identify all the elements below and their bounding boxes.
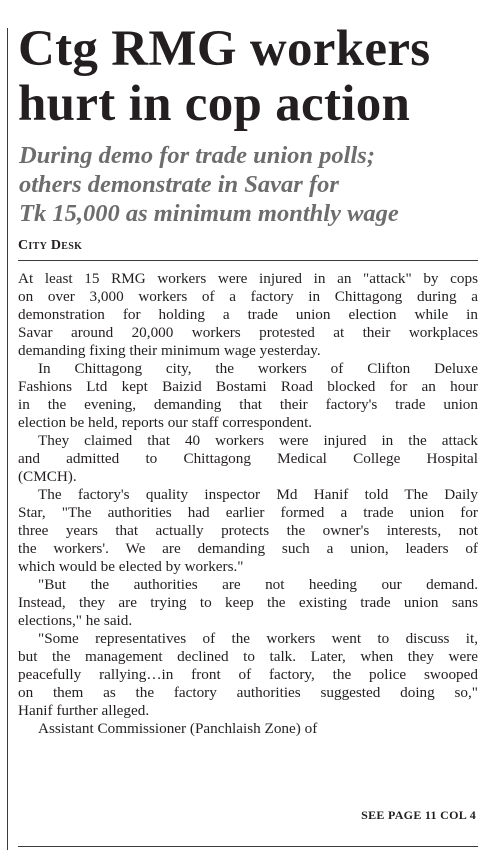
body-line: peacefully rallying…in front of factory, the police swooped: [18, 666, 478, 683]
bottom-rule: [18, 846, 478, 847]
body-line: demonstration for holding a trade union election while in: [18, 306, 478, 323]
subhead-line-2: others demonstrate in Savar for: [19, 171, 339, 198]
body-line: on them as the factory authorities suggested doing so,": [18, 684, 478, 701]
subheadline: [19, 141, 487, 228]
body-line: "Some representatives of the workers went to discuss it,: [38, 630, 478, 647]
headline: [18, 22, 486, 132]
body-line: which would be elected by workers.": [18, 558, 244, 575]
body-line: the workers'. We are demanding such a union, leaders of: [18, 540, 478, 557]
body-line: Instead, they are trying to keep the existing trade union sans: [18, 594, 478, 611]
body-line: election be held, reports our staff correspondent.: [18, 414, 313, 431]
body-line: Star, "The authorities had earlier formed a trade union for: [18, 504, 478, 521]
subhead-line-1: During demo for trade union polls;: [19, 142, 375, 169]
body-line: but the management declined to talk. Later, when they were: [18, 648, 478, 665]
headline-line-2: hurt in cop action: [18, 76, 411, 132]
byline: City Desk: [18, 238, 83, 253]
body-line: (CMCH).: [18, 468, 77, 485]
body-line: Fashions Ltd kept Baizid Bostami Road blocked for an hour: [18, 378, 478, 395]
column-rule-left: [7, 28, 8, 850]
body-line: "But the authorities are not heeding our demand.: [38, 576, 478, 593]
headline-line-1: Ctg RMG workers: [18, 21, 431, 77]
body-line: In Chittagong city, the workers of Clifton Deluxe: [38, 360, 478, 377]
body-line: three years that actually protects the owner's interests, not: [18, 522, 478, 539]
article-body: [18, 270, 478, 738]
body-line: Savar around 20,000 workers protested at their workplaces: [18, 324, 478, 341]
body-line: They claimed that 40 workers were injured in the attack: [38, 432, 478, 449]
body-line: elections," he said.: [18, 612, 133, 629]
continuation-jump-line: SEE PAGE 11 COL 4: [361, 808, 476, 822]
body-line: demanding fixing their minimum wage yesterday.: [18, 342, 321, 359]
subhead-line-3: Tk 15,000 as minimum monthly wage: [19, 200, 399, 227]
body-line: in the evening, demanding that their factory's trade union: [18, 396, 478, 413]
body-line: Assistant Commissioner (Panchlaish Zone) of: [38, 720, 318, 737]
body-line: on over 3,000 workers of a factory in Chittagong during a: [18, 288, 478, 305]
byline-rule: [18, 260, 478, 261]
body-line: and admitted to Chittagong Medical College Hospital: [18, 450, 478, 467]
body-line: The factory's quality inspector Md Hanif told The Daily: [38, 486, 478, 503]
body-line: Hanif further alleged.: [18, 702, 150, 719]
body-line: At least 15 RMG workers were injured in an "attack" by cops: [18, 270, 478, 287]
